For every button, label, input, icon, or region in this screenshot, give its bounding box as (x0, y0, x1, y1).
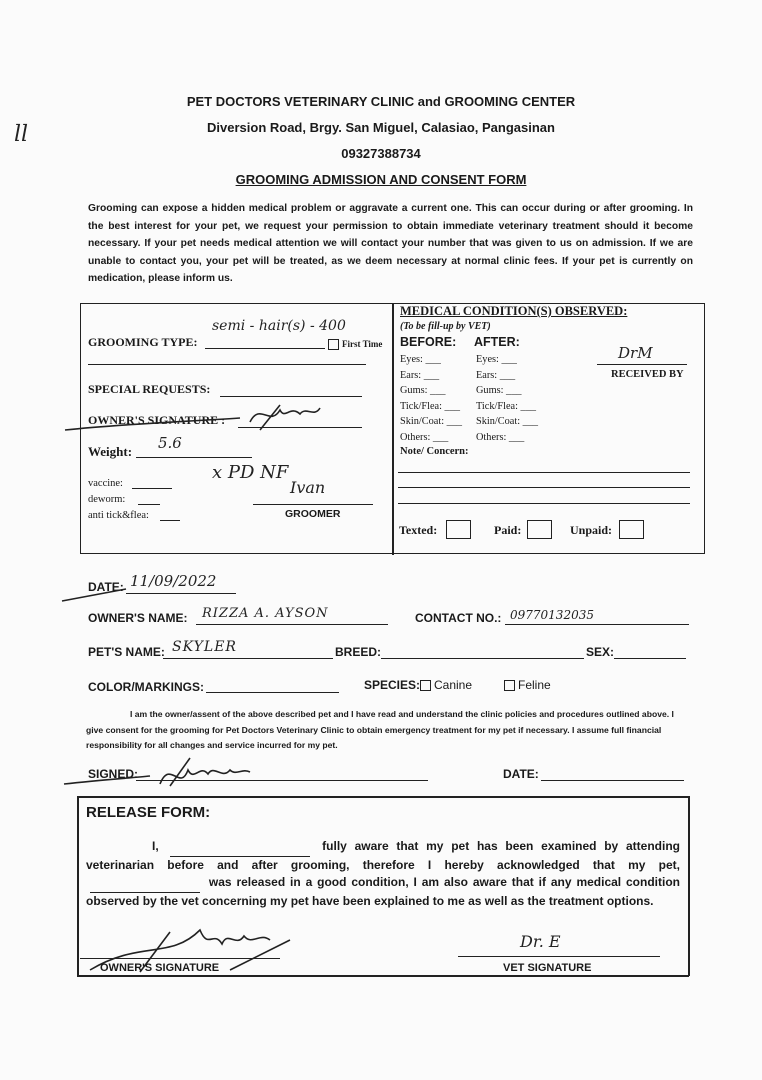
vaccine-label (88, 478, 123, 489)
after-gums[interactable]: Gums: ___ (476, 385, 522, 396)
after-skin-label: Skin/Coat: (476, 416, 521, 427)
special-requests-line (220, 396, 362, 397)
before-tick[interactable]: Tick/Flea: ___ (400, 400, 460, 412)
texted-label: Texted: (399, 523, 438, 537)
before-tick-label: Tick/Flea: (400, 400, 442, 412)
weight-value[interactable]: 5.6 (158, 434, 182, 452)
intro-paragraph: Grooming can expose a hidden medical problem or aggravate a current one. This can occur during or after grooming. In the best interest for your pet, we request your permission to obtain immediate veterinary treatment should it become necessary. If your pet needs medical attention we will contact your number that was given to us on admission. If we are unable to contact you, your pet will be treated, as we deem necessary at normal clinic fees. If your pet is currently on medication, please inform us. (88, 203, 693, 284)
after-eyes[interactable]: Eyes: ___ (476, 354, 517, 365)
contact-value[interactable]: 09770132035 (510, 608, 594, 622)
before-eyes[interactable]: Eyes: ___ (400, 354, 441, 365)
grooming-type-value[interactable]: semi - hair(s) - 400 (212, 318, 346, 334)
note-line-2 (398, 487, 690, 488)
weight-line (136, 457, 252, 458)
pet-name-line (163, 658, 333, 659)
owner-name-value[interactable]: RIZZA A. AYSON (202, 606, 329, 621)
groomer-name: Ivan (290, 478, 326, 497)
clinic-address: Diversion Road, Brgy. San Miguel, Calasiao, Pangasinan (207, 120, 555, 135)
release-left-rule (77, 796, 79, 976)
form-title: GROOMING ADMISSION AND CONSENT FORM (235, 172, 527, 187)
canine-label: Canine (434, 678, 473, 692)
after-tick-label: Tick/Flea: (476, 400, 518, 412)
note-label: Note/ Concern: (400, 446, 469, 457)
deworm-label (88, 494, 125, 505)
before-ears[interactable]: Ears: ___ (400, 369, 440, 381)
after-gums-label: Gums: (476, 385, 504, 396)
contact-label: CONTACT NO.: (415, 611, 502, 625)
vet-signature-value: Dr. E (520, 932, 561, 951)
signed-date-line (541, 780, 684, 781)
feline-checkbox[interactable] (504, 680, 515, 691)
color-line (206, 692, 339, 693)
breed-label: BREED: (335, 645, 382, 659)
before-gums-label: Gums: (400, 385, 428, 396)
special-requests-label: SPECIAL REQUESTS: (88, 382, 211, 396)
release-top-rule (77, 796, 689, 798)
contact-line (505, 624, 689, 625)
medical-subtitle: (To be fill-up by VET) (400, 321, 491, 332)
release-i: I, (152, 839, 159, 853)
first-time-box[interactable] (328, 339, 339, 350)
weight-label: Weight: (88, 444, 133, 459)
received-by-value: DrM (618, 344, 653, 362)
after-tick[interactable]: Tick/Flea: ___ (476, 400, 536, 412)
feline-label: Feline (518, 678, 551, 692)
box-divider (392, 303, 394, 555)
before-skin[interactable]: Skin/Coat: ___ (400, 416, 463, 427)
groomer-line (253, 504, 373, 505)
medical-title: MEDICAL CONDITION(S) OBSERVED: (400, 304, 628, 318)
paid-label: Paid: (494, 523, 522, 537)
date-line (126, 593, 236, 594)
after-eyes-label: Eyes: (476, 354, 499, 365)
unpaid-box[interactable] (619, 520, 644, 539)
note-line-1 (398, 472, 690, 473)
color-label: COLOR/MARKINGS: (88, 680, 204, 694)
groomer-handwriting: x PD NF (212, 462, 289, 483)
before-skin-label: Skin/Coat: (400, 416, 445, 427)
release-right-rule (688, 796, 690, 976)
received-by-label: RECEIVED BY (611, 369, 684, 380)
release-pet-blank[interactable] (90, 874, 200, 893)
before-list (400, 352, 462, 445)
before-others-label: Others: (400, 431, 431, 443)
release-owner-line (80, 958, 280, 959)
owner-name-line (196, 624, 388, 625)
signed-date-label: DATE: (503, 767, 539, 781)
before-ears-label: Ears: (400, 369, 422, 381)
release-text-1: fully aware that my pet has been examined by attending veterinarian before and after grooming, therefore I hereby acknowledged that my pet, (86, 839, 680, 872)
owner-name-label: OWNER'S NAME: (88, 611, 188, 625)
owner-signature-label: OWNER'S SIGNATURE : (88, 413, 226, 427)
canine-checkbox[interactable] (420, 680, 431, 691)
owner-signature-scribble (60, 400, 330, 440)
after-others[interactable]: Others: ___ (476, 431, 525, 443)
date-strike (60, 585, 130, 605)
after-ears[interactable]: Ears: ___ (476, 369, 516, 381)
first-time-checkbox[interactable] (328, 339, 382, 350)
canine-option[interactable] (420, 678, 472, 692)
first-time-label: First Time (342, 339, 383, 349)
vet-signature-line (458, 956, 660, 957)
margin-mark: ll (14, 122, 29, 147)
clinic-name: PET DOCTORS VETERINARY CLINIC and GROOMING CENTER (186, 94, 576, 109)
release-text-2: was released in a good condition, I am also aware that if any medical condition observed by the vet concerning my pet have been explained to me as well as the treatment options. (86, 875, 680, 908)
after-list (476, 352, 538, 445)
before-label: BEFORE: (400, 335, 457, 349)
sex-line (614, 658, 686, 659)
release-paragraph (86, 838, 680, 910)
signed-scribble (60, 754, 260, 794)
grooming-type-line (205, 348, 325, 349)
anti-tick-line (160, 520, 180, 521)
deworm-text: deworm: (88, 494, 126, 505)
release-name-blank[interactable] (170, 838, 310, 857)
after-others-label: Others: (476, 431, 507, 443)
note-line-3 (398, 503, 690, 504)
before-gums[interactable]: Gums: ___ (400, 385, 446, 396)
before-eyes-label: Eyes: (400, 354, 423, 365)
release-title: RELEASE FORM: (86, 804, 211, 821)
feline-option[interactable] (504, 678, 551, 692)
received-by-line (597, 364, 687, 365)
signed-label: SIGNED: (88, 767, 139, 781)
texted-box[interactable] (446, 520, 471, 539)
vet-signature-label: VET SIGNATURE (503, 962, 592, 974)
grooming-type-label: GROOMING TYPE: (88, 335, 198, 349)
date-value[interactable]: 11/09/2022 (130, 572, 217, 590)
anti-tick-text: anti tick&flea: (88, 510, 149, 521)
release-owner-label: OWNER'S SIGNATURE (100, 962, 220, 974)
unpaid-label: Unpaid: (570, 523, 613, 537)
groomer-label: GROOMER (285, 508, 341, 520)
before-others[interactable]: Others: ___ (400, 431, 449, 443)
breed-line (381, 658, 584, 659)
clinic-phone: 09327388734 (341, 146, 421, 161)
sex-label: SEX: (586, 645, 615, 659)
deworm-line (138, 504, 160, 505)
pet-name-value[interactable]: SKYLER (172, 639, 237, 655)
grooming-type-line-2 (88, 364, 366, 365)
after-label: AFTER: (474, 335, 520, 349)
pet-name-label: PET'S NAME: (88, 645, 165, 659)
after-skin[interactable]: Skin/Coat: ___ (476, 416, 539, 427)
after-ears-label: Ears: (476, 369, 498, 381)
anti-tick-label (88, 510, 149, 521)
vaccine-line (132, 488, 172, 489)
date-label: DATE: (88, 580, 124, 594)
paid-box[interactable] (527, 520, 552, 539)
consent-paragraph: I am the owner/assent of the above described pet and I have read and understand the clinic policies and procedures outlined above. I give consent for the grooming for Pet Doctors Veterinary Clinic to obtain emergency treatment for my pet if necessary. I assume full financial responsibility for all changes and service incurred for my pet. (86, 709, 674, 750)
species-label: SPECIES: (364, 678, 421, 692)
vaccine-text: vaccine: (88, 478, 123, 489)
